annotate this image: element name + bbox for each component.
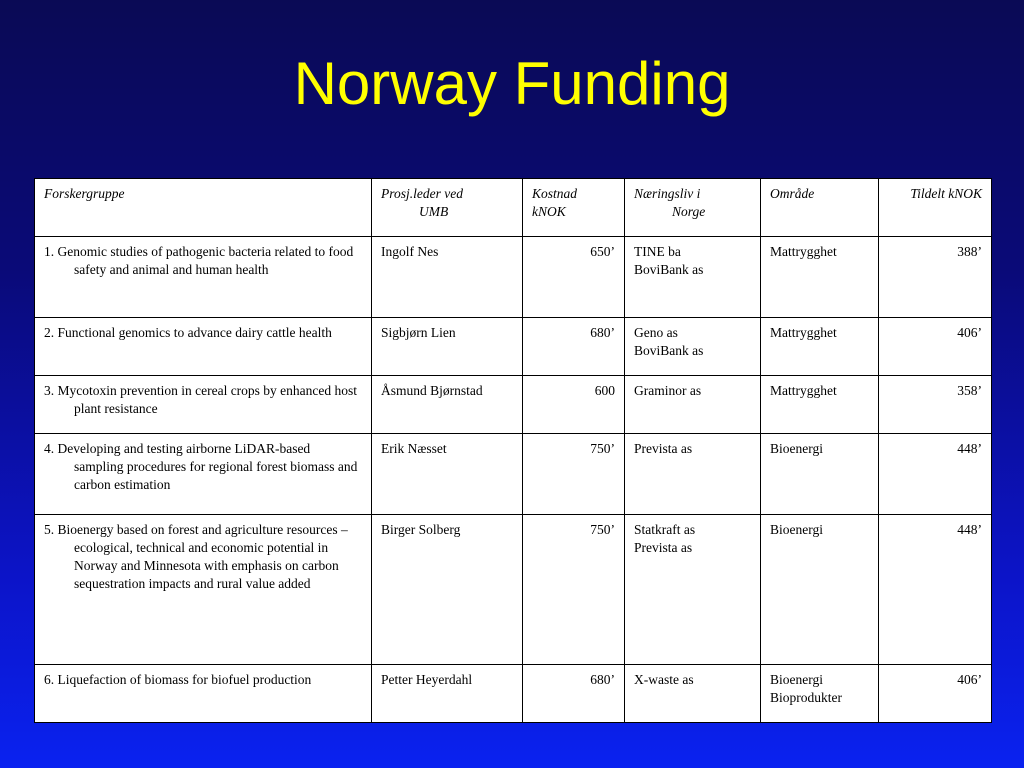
cell-forskergruppe: 1. Genomic studies of pathogenic bacteria related to food safety and animal and human health bbox=[35, 237, 372, 318]
cell-tildelt: 358’ bbox=[879, 376, 992, 434]
cell-omrade-line: Bioenergi bbox=[770, 441, 823, 456]
cell-naeringsliv-line: BoviBank as bbox=[634, 343, 704, 358]
cell-naeringsliv-line: BoviBank as bbox=[634, 262, 704, 277]
cell-kostnad: 650’ bbox=[523, 237, 625, 318]
header-prosjektleder-line2: UMB bbox=[419, 204, 449, 219]
cell-leder: Erik Næsset bbox=[372, 434, 523, 515]
cell-tildelt: 448’ bbox=[879, 434, 992, 515]
cell-leder: Åsmund Bjørnstad bbox=[372, 376, 523, 434]
header-prosjektleder bbox=[372, 179, 523, 237]
cell-omrade-line: Bioprodukter bbox=[770, 690, 842, 705]
table-row bbox=[35, 237, 992, 318]
header-naeringsliv-line2: Norge bbox=[672, 204, 706, 219]
header-omrade: Område bbox=[761, 179, 879, 237]
cell-omrade-line: Mattrygghet bbox=[770, 325, 837, 340]
cell-omrade-line: Mattrygghet bbox=[770, 383, 837, 398]
header-forskergruppe: Forskergruppe bbox=[35, 179, 372, 237]
cell-naeringsliv-line: Geno as bbox=[634, 325, 678, 340]
cell-omrade bbox=[761, 665, 879, 723]
header-prosjektleder-line1: Prosj.leder ved bbox=[381, 186, 463, 201]
cell-omrade-line: Bioenergi bbox=[770, 672, 823, 687]
cell-kostnad: 750’ bbox=[523, 434, 625, 515]
cell-naeringsliv-line: TINE ba bbox=[634, 244, 681, 259]
slide-title: Norway Funding bbox=[293, 50, 731, 117]
header-naeringsliv bbox=[625, 179, 761, 237]
table-row bbox=[35, 318, 992, 376]
cell-naeringsliv bbox=[625, 434, 761, 515]
cell-naeringsliv bbox=[625, 376, 761, 434]
cell-naeringsliv-line: X-waste as bbox=[634, 672, 694, 687]
cell-naeringsliv-line: Prevista as bbox=[634, 540, 693, 555]
cell-omrade bbox=[761, 237, 879, 318]
funding-table bbox=[34, 178, 992, 723]
cell-omrade-line: Mattrygghet bbox=[770, 244, 837, 259]
cell-forskergruppe: 6. Liquefaction of biomass for biofuel production bbox=[35, 665, 372, 723]
cell-forskergruppe: 5. Bioenergy based on forest and agriculture resources – ecological, technical and economic potential in Norway and Minnesota with emphasis on carbon sequestration impacts and rural value added bbox=[35, 515, 372, 665]
table-row bbox=[35, 376, 992, 434]
cell-naeringsliv bbox=[625, 515, 761, 665]
cell-kostnad: 750’ bbox=[523, 515, 625, 665]
cell-kostnad: 600 bbox=[523, 376, 625, 434]
cell-leder: Birger Solberg bbox=[372, 515, 523, 665]
cell-tildelt: 388’ bbox=[879, 237, 992, 318]
cell-naeringsliv bbox=[625, 665, 761, 723]
cell-forskergruppe: 4. Developing and testing airborne LiDAR-based sampling procedures for regional forest biomass and carbon estimation bbox=[35, 434, 372, 515]
header-kostnad bbox=[523, 179, 625, 237]
cell-naeringsliv bbox=[625, 237, 761, 318]
cell-tildelt: 406’ bbox=[879, 318, 992, 376]
cell-forskergruppe: 2. Functional genomics to advance dairy cattle health bbox=[35, 318, 372, 376]
cell-naeringsliv-line: Statkraft as bbox=[634, 522, 696, 537]
cell-kostnad: 680’ bbox=[523, 665, 625, 723]
cell-omrade bbox=[761, 515, 879, 665]
header-kostnad-line2: kNOK bbox=[532, 204, 566, 219]
header-naeringsliv-line1: Næringsliv i bbox=[634, 186, 701, 201]
cell-leder: Sigbjørn Lien bbox=[372, 318, 523, 376]
table-row bbox=[35, 515, 992, 665]
cell-naeringsliv bbox=[625, 318, 761, 376]
header-tildelt: Tildelt kNOK bbox=[879, 179, 992, 237]
header-row bbox=[35, 179, 992, 237]
cell-leder: Petter Heyerdahl bbox=[372, 665, 523, 723]
cell-tildelt: 406’ bbox=[879, 665, 992, 723]
cell-omrade-line: Bioenergi bbox=[770, 522, 823, 537]
cell-tildelt: 448’ bbox=[879, 515, 992, 665]
cell-forskergruppe: 3. Mycotoxin prevention in cereal crops by enhanced host plant resistance bbox=[35, 376, 372, 434]
cell-omrade bbox=[761, 434, 879, 515]
table-row bbox=[35, 434, 992, 515]
header-kostnad-line1: Kostnad bbox=[532, 186, 578, 201]
cell-naeringsliv-line: Prevista as bbox=[634, 441, 693, 456]
cell-omrade bbox=[761, 376, 879, 434]
table-row bbox=[35, 665, 992, 723]
cell-kostnad: 680’ bbox=[523, 318, 625, 376]
cell-naeringsliv-line: Graminor as bbox=[634, 383, 702, 398]
cell-leder: Ingolf Nes bbox=[372, 237, 523, 318]
cell-omrade bbox=[761, 318, 879, 376]
